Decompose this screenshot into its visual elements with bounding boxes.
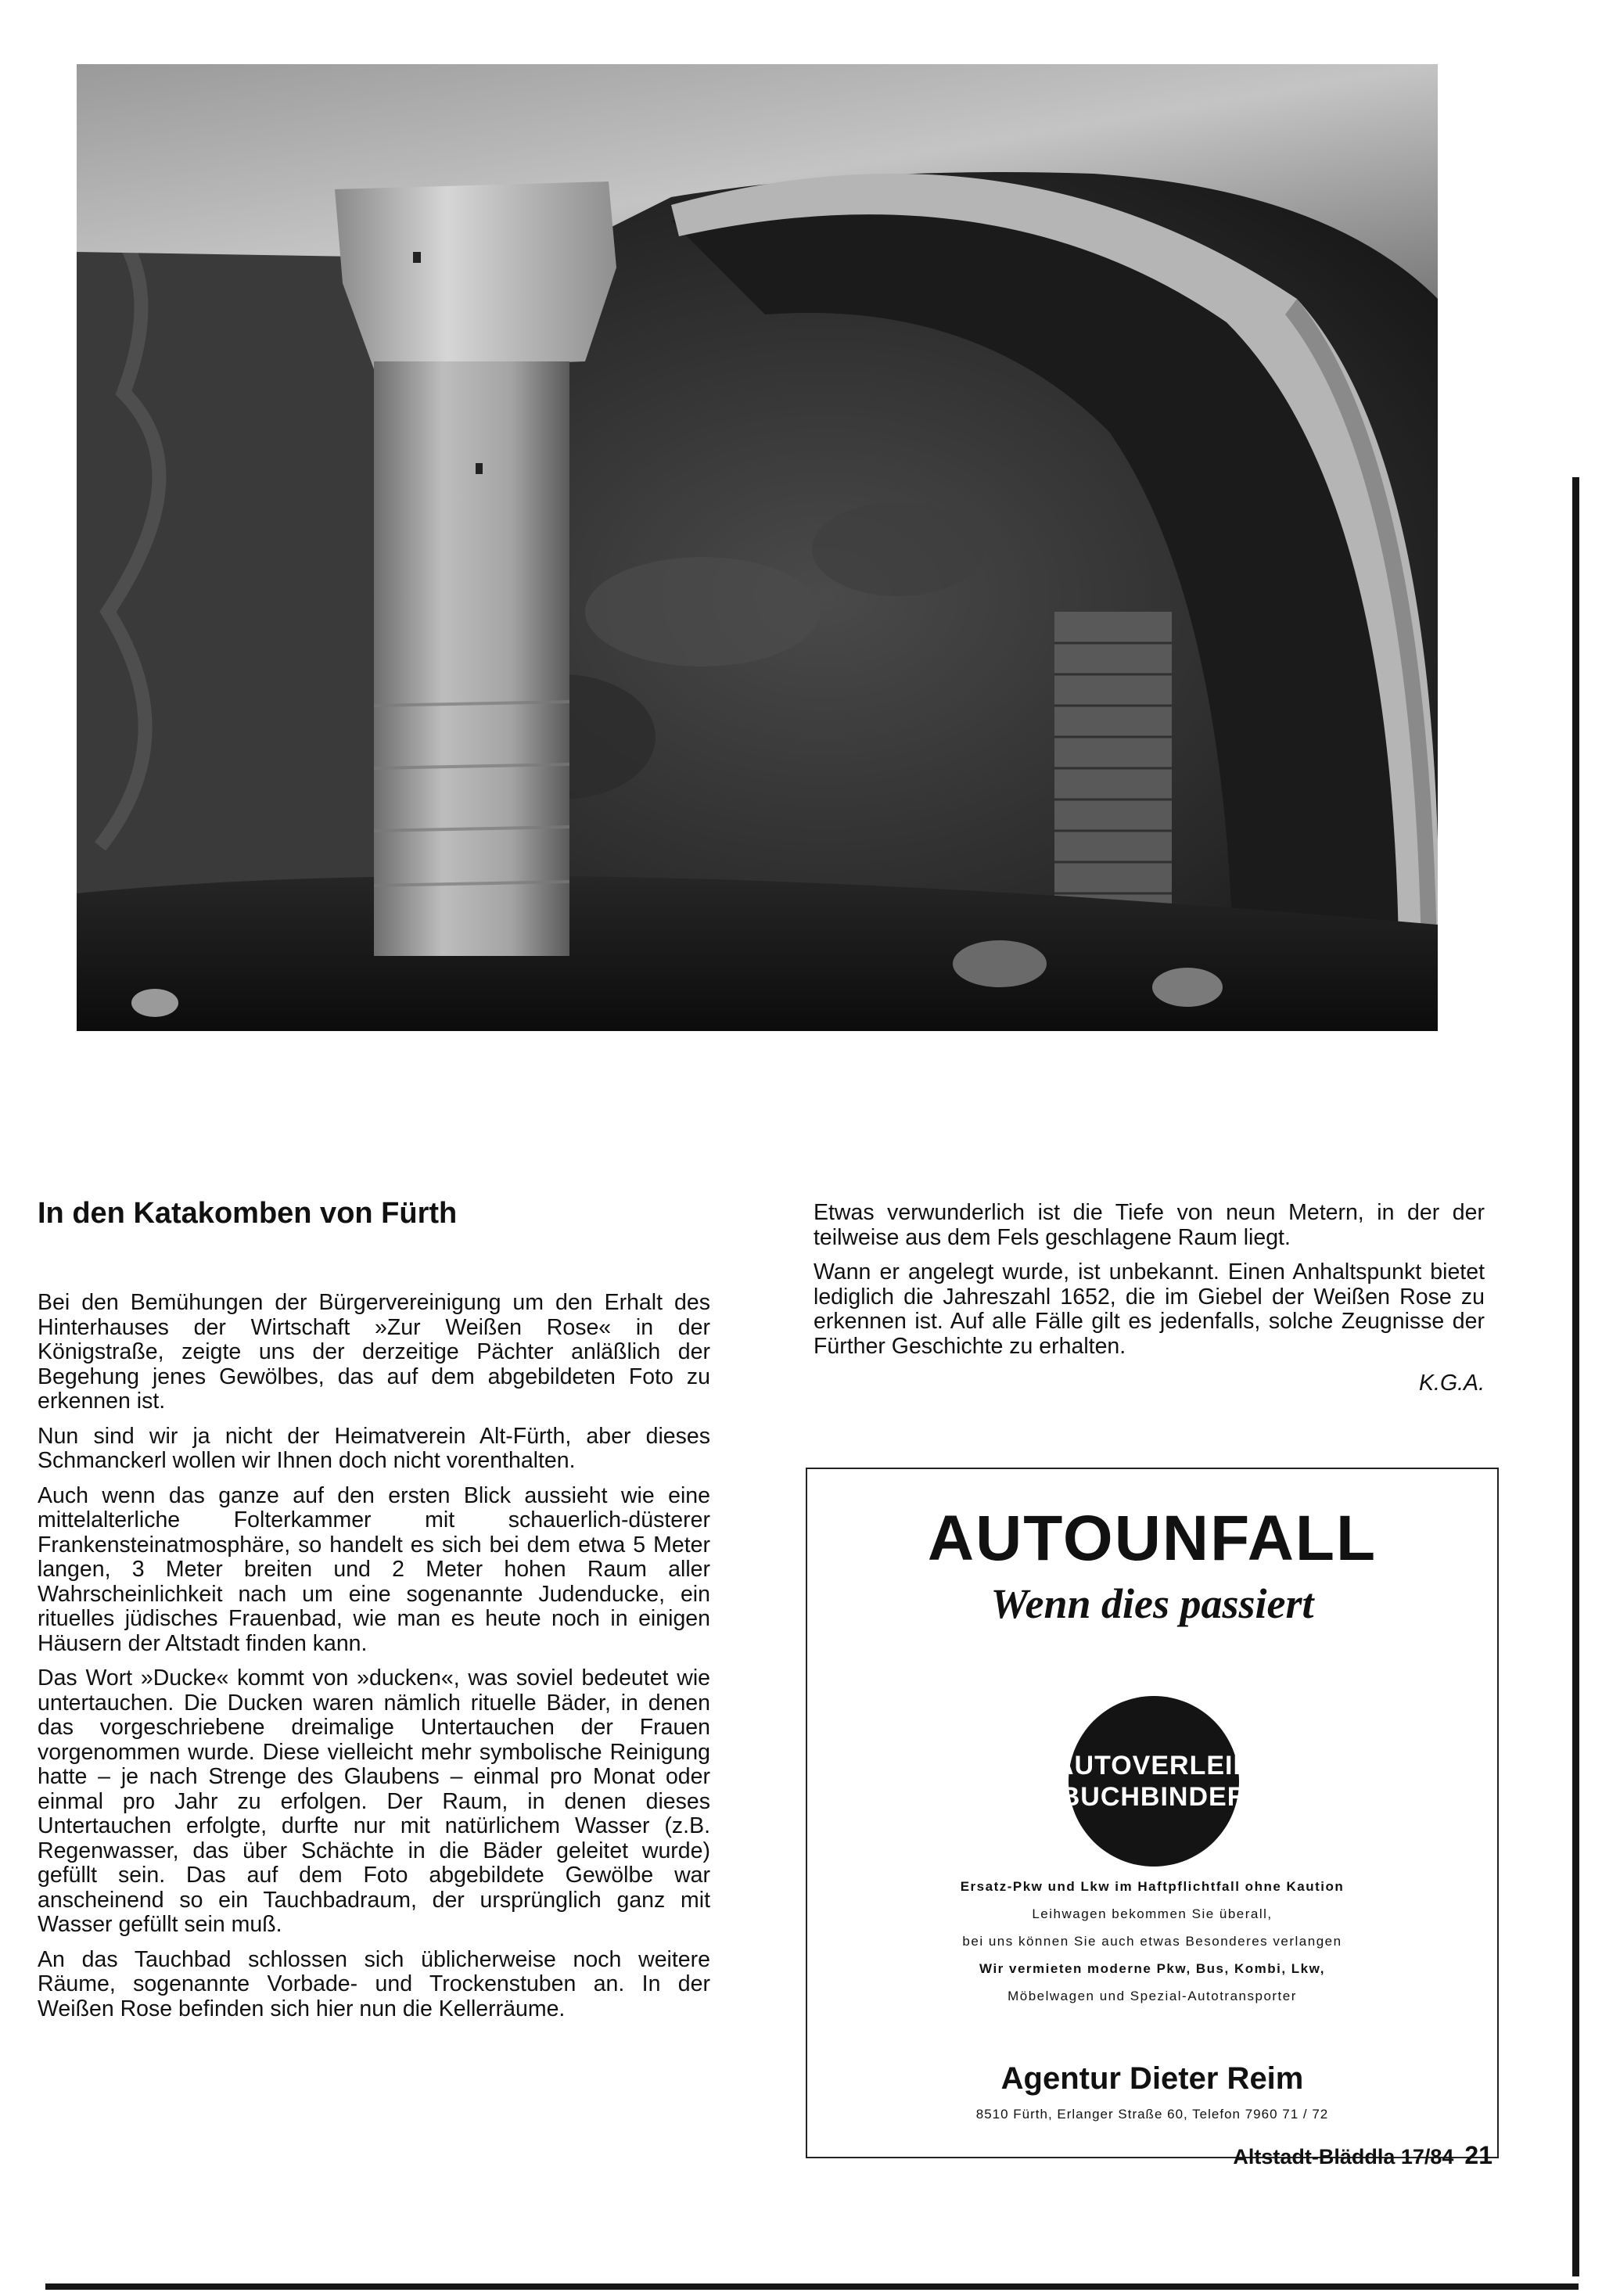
ad-headline: AUTOUNFALL	[927, 1503, 1378, 1574]
scan-edge-bottom	[45, 2283, 1579, 2290]
ad-agency-name: Agentur Dieter Reim	[1000, 2061, 1304, 2096]
ad-line: Ersatz-Pkw und Lkw im Haftpflichtfall ohne Kaution	[960, 1879, 1345, 1894]
publication-name: Altstadt-Bläddla 17/84	[1233, 2145, 1454, 2168]
article-paragraph: Wann er angelegt wurde, ist unbekannt. Einen Anhaltspunkt bietet lediglich die Jahreszahl 1652, die im Giebel der Weißen Rose zu erkennen ist. Auf alle Fälle gilt es jedenfalls, solche Zeugnisse der Fürther Geschichte zu erhalten.	[814, 1259, 1485, 1359]
author-signature: K.G.A.	[1419, 1371, 1485, 1396]
rental-logo	[1054, 1696, 1254, 1867]
rental-logo-text: AUTOVERLEIH BUCHBINDER	[1054, 1751, 1254, 1812]
article-paragraph: Etwas verwunderlich ist die Tiefe von neun Metern, in der der teilweise aus dem Fels geschlagene Raum liegt.	[814, 1200, 1485, 1250]
article-left-column	[38, 1291, 710, 2032]
page-footer	[1233, 2142, 1492, 2170]
ad-line: Wir vermieten moderne Pkw, Bus, Kombi, Lkw,	[979, 1961, 1325, 1976]
ad-line: bei uns können Sie auch etwas Besonderes verlangen	[962, 1934, 1342, 1949]
scan-edge-right	[1572, 477, 1579, 2276]
ad-details	[823, 1876, 1482, 2013]
article-right-column	[814, 1201, 1485, 1396]
article-paragraph: Bei den Bemühungen der Bürgervereinigung um den Erhalt des Hinterhauses der Wirtschaft »Zur Weißen Rose« in der Königstraße, zeigte uns der derzeitige Pächter anläßlich der Begehung jenes Gewölbes, das auf dem abgebildeten Foto zu erkennen ist.	[38, 1290, 710, 1414]
advertisement-box	[806, 1468, 1499, 2158]
cellar-vault-photo	[77, 64, 1438, 1031]
article-paragraph: An das Tauchbad schlossen sich üblicherweise noch weitere Räume, sogenannte Vorbade- und Trockenstuben an. In der Weißen Rose befinden sich hier nun die Kellerräume.	[38, 1946, 710, 2021]
ad-line: Leihwagen bekommen Sie überall,	[1032, 1906, 1273, 1921]
ad-subheadline: Wenn dies passiert	[990, 1580, 1314, 1627]
page-number: 21	[1464, 2141, 1492, 2169]
ad-address: 8510 Fürth, Erlanger Straße 60, Telefon 7960 71 / 72	[975, 2107, 1329, 2122]
ad-line: Möbelwagen und Spezial-Autotransporter	[1008, 1989, 1297, 2003]
article-title: In den Katakomben von Fürth	[38, 1197, 458, 1230]
cellar-vault-illustration	[77, 64, 1438, 1031]
article-paragraph: Nun sind wir ja nicht der Heimatverein Alt-Fürth, aber dieses Schmanckerl wollen wir Ihnen doch nicht vorenthalten.	[38, 1423, 710, 1473]
article-paragraph: Auch wenn das ganze auf den ersten Blick aussieht wie eine mittelalterliche Folterkammer mit schauerlich-düsterer Frankensteinatmosphäre, so handelt es sich bei dem etwa 5 Meter langen, 3 Meter breiten und 2 Meter hohen Raum aller Wahrscheinlichkeit nach um eine sogenannte Judenducke, ein rituelles jüdisches Frauenbad, wie man es heute noch in einigen Häusern der Altstadt finden kann.	[38, 1482, 710, 1656]
article-paragraph: Das Wort »Ducke« kommt von »ducken«, was soviel bedeutet wie untertauchen. Die Ducken waren nämlich rituelle Bäder, in denen das vorgeschriebene dreimalige Untertauchen der Frauen vorgenommen wurde. Diese vielleicht mehr symbolische Reinigung hatte – je nach Strenge des Glaubens – einmal pro Monat oder einmal pro Jahr zu erfolgen. Der Raum, in denen dieses Untertauchen erfolgte, durfte nur mit natürlichem Wasser (z.B. Regenwasser, das über Schächte in die Bäder geleitet wurde) gefüllt sein. Das auf dem Foto abgebildete Gewölbe war anscheinend so ein Tauchbadraum, der ursprünglich ganz mit Wasser gefüllt sein muß.	[38, 1665, 710, 1937]
